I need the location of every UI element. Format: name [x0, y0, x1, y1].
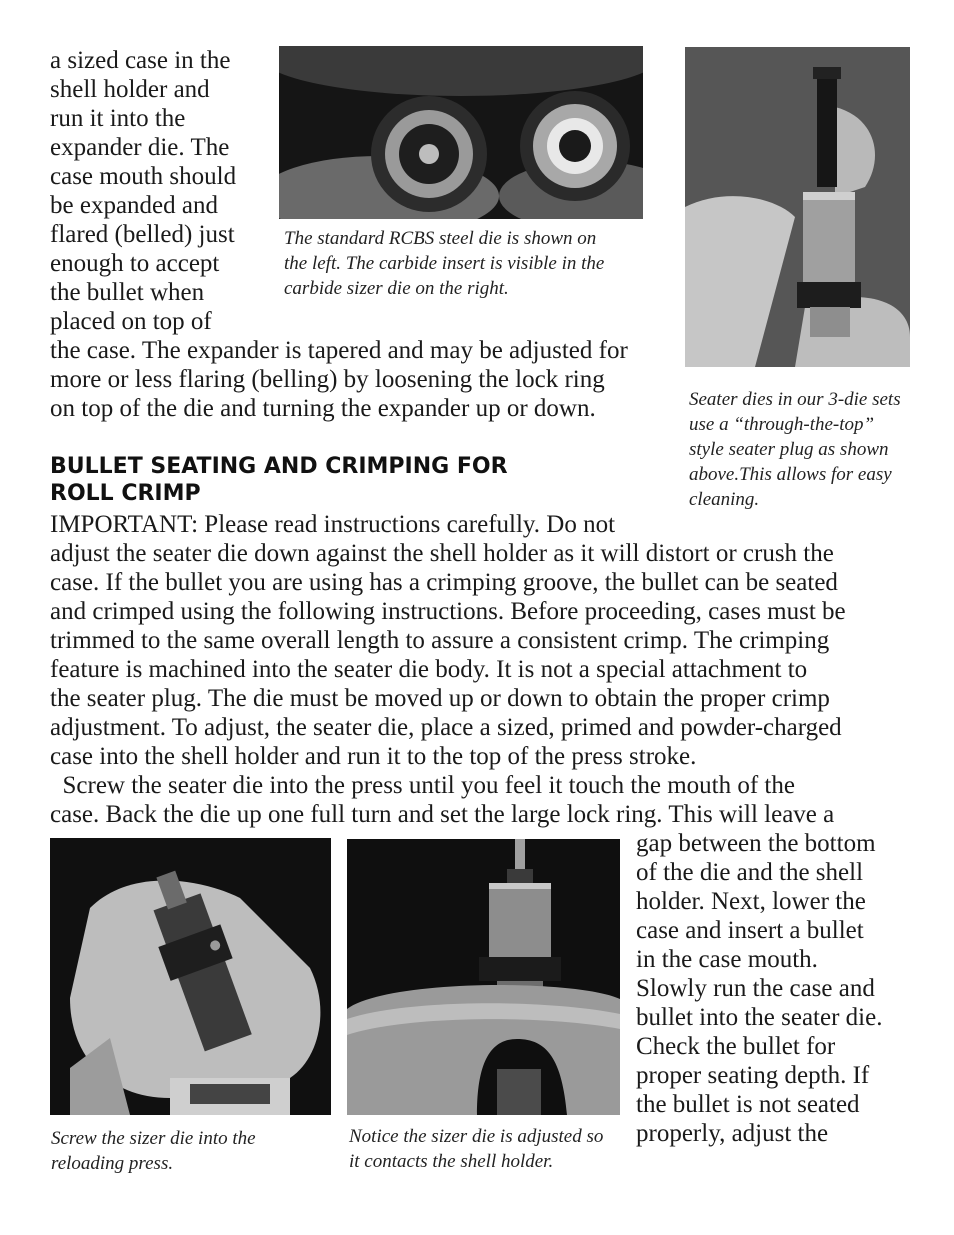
text-line: Check the bullet for	[636, 1033, 836, 1060]
text-line: proper seating depth. If	[636, 1062, 870, 1089]
text-line: enough to accept	[50, 250, 220, 277]
heading-line: ROLL CRIMP	[50, 481, 201, 506]
right-column-text	[636, 829, 882, 1148]
text-line: holder. Next, lower the	[636, 888, 866, 915]
caption-sizer-die-adjusted	[349, 1124, 603, 1174]
text-line: case. Back the die up one full turn and set the large lock ring. This will leave a	[50, 801, 835, 828]
text-line: trimmed to the same overall length to assure a consistent crimp. The crimping	[50, 627, 830, 654]
caption-screw-sizer-die	[51, 1126, 256, 1176]
text-line: adjust the seater die down against the shell holder as it will distort or crush the	[50, 540, 834, 567]
text-line: flared (belled) just	[50, 221, 235, 248]
heading-line: BULLET SEATING AND CRIMPING FOR	[50, 454, 508, 479]
text-line: and crimped using the following instructions. Before proceeding, cases must be	[50, 598, 846, 625]
text-line: on top of the die and turning the expander up or down.	[50, 395, 596, 422]
caption-line: Screw the sizer die into the	[51, 1128, 256, 1149]
caption-line: The standard RCBS steel die is shown on	[284, 228, 597, 249]
caption-line: carbide sizer die on the right.	[284, 278, 509, 299]
caption-line: use a “through-the-top”	[689, 414, 875, 435]
caption-line: it contacts the shell holder.	[349, 1151, 554, 1172]
text-line: the bullet is not seated	[636, 1091, 860, 1118]
text-line: of the die and the shell	[636, 859, 864, 886]
text-line: case into the shell holder and run it to the top of the press stroke.	[50, 743, 697, 770]
text-line: properly, adjust the	[636, 1120, 829, 1147]
caption-line: reloading press.	[51, 1153, 174, 1174]
caption-seater-plug	[689, 387, 901, 512]
text-line: feature is machined into the seater die body. It is not a special attachment to	[50, 656, 808, 683]
text-line: more or less flaring (belling) by loosening the lock ring	[50, 366, 605, 393]
text-line: Screw the seater die into the press until you feel it touch the mouth of the	[50, 772, 795, 799]
text-line: placed on top of	[50, 308, 212, 335]
text-line: the bullet when	[50, 279, 205, 306]
text-line: case and insert a bullet	[636, 917, 864, 944]
photo-screw-sizer-die	[50, 838, 331, 1115]
text-line: a sized case in the	[50, 47, 231, 74]
text-line: case mouth should	[50, 163, 237, 190]
text-line: the case. The expander is tapered and may be adjusted for	[50, 337, 628, 364]
text-line: shell holder and	[50, 76, 210, 103]
caption-sizer-dies	[284, 226, 604, 301]
text-line: expander die. The	[50, 134, 230, 161]
text-line: case. If the bullet you are using has a crimping groove, the bullet can be seated	[50, 569, 838, 596]
text-line: run it into the	[50, 105, 186, 132]
text-line: bullet into the seater die.	[636, 1004, 883, 1031]
caption-line: style seater plug as shown	[689, 439, 889, 460]
section-heading	[50, 453, 508, 507]
text-line: gap between the bottom	[636, 830, 876, 857]
caption-line: above.This allows for easy	[689, 464, 892, 485]
text-line: in the case mouth.	[636, 946, 818, 973]
text-line: the seater plug. The die must be moved up or down to obtain the proper crimp	[50, 685, 830, 712]
caption-line: the left. The carbide insert is visible in the	[284, 253, 605, 274]
photo-seater-plug	[685, 47, 910, 367]
caption-line: cleaning.	[689, 489, 760, 510]
text-line: adjustment. To adjust, the seater die, place a sized, primed and powder-charged	[50, 714, 842, 741]
text-line: be expanded and	[50, 192, 218, 219]
text-line: IMPORTANT: Please read instructions carefully. Do not	[50, 511, 616, 538]
section-body-text	[50, 510, 846, 829]
caption-line: Notice the sizer die is adjusted so	[349, 1126, 604, 1147]
photo-sizer-die-adjusted	[347, 839, 620, 1115]
text-line: Slowly run the case and	[636, 975, 875, 1002]
caption-line: Seater dies in our 3-die sets	[689, 389, 901, 410]
photo-sizer-dies	[279, 46, 643, 219]
